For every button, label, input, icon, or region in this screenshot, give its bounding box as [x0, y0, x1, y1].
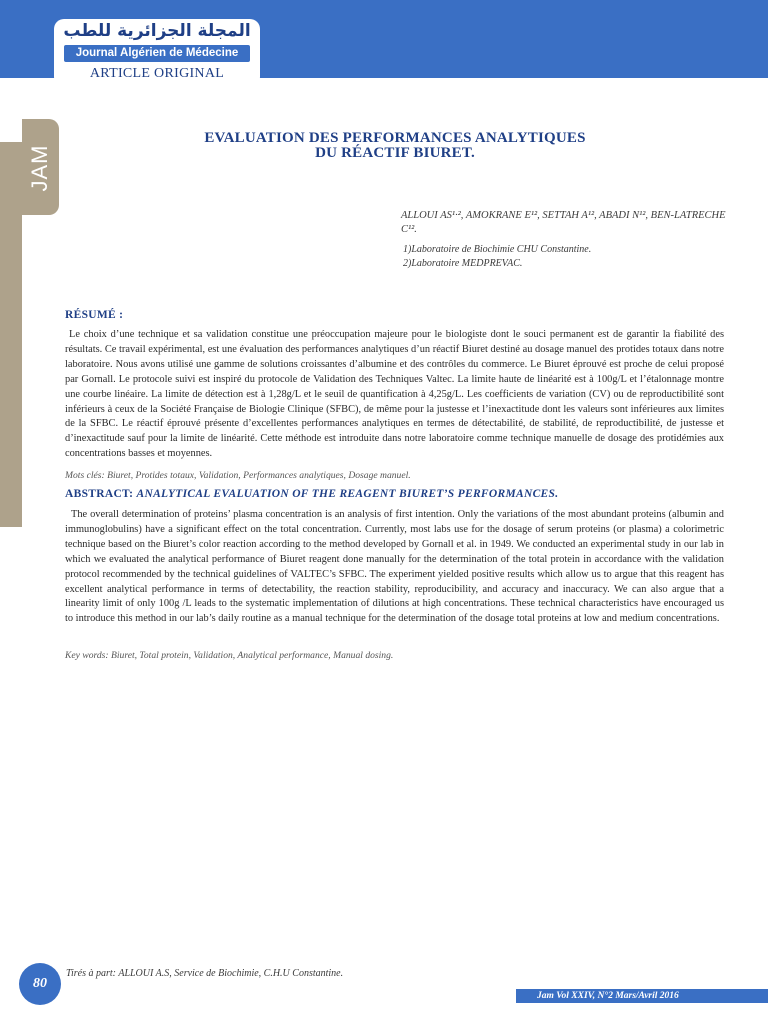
abstract-label: ABSTRACT:: [65, 488, 134, 500]
abstract-heading: [65, 488, 558, 500]
authors: ALLOUI AS¹·², AMOKRANE E¹², SETTAH A¹², ABADI N¹², BEN-LATRECHE C¹².: [401, 210, 726, 235]
resume-text: Le choix d’une technique et sa validation constitue une préoccupation majeure pour le biologiste dont le souci permanent est de garantir la fiabilité des résultats. Ce travail expérimental, est une évaluation des performances analytiques d’un réactif Biuret destiné au dosage manuel des protides totaux dans notre laboratoire. Nous avons utilisé une gamme de solutions croissantes d’albumine et des contrôles du commerce. Le Biuret éprouvé est proche de celui proposé par Gornall. Le protocole suivi est inspiré du protocole de Validation des Techniques Valtec. La limite haute de linéarité est à 100g/L et l’étalonnage montre une courbe linéaire. La limite de détection est à 1,28g/L et le seuil de quantification à 4,25g/L. Les coefficients de variation (CV) ou de reproductibilité sont inférieurs à ceux de la Société Française de Biologie Clinique (SFBC), de même pour la justesse et l’inexactitude dont les valeurs sont inférieures aux limites de la SFBC. Le réactif éprouvé présente d’excellentes performances analytiques en termes de détectabilité, de stabilité, de reproductibilité, de justesse et d’inexactitude sauf pour la limite de linéarité. Cette méthode est introduite dans notre laboratoire comme technique manuelle de dosage des protidémies aux concentrations basses et moyennes.: [65, 329, 724, 460]
abstract-text: The overall determination of proteins’ plasma concentration is an analysis of first intention. Only the variations of the most abundant proteins (albumin and immunoglobulins) have a significant effect on the total concentration. Currently, most labs use for the dosage of serum proteins (or plasma) a colorimetric technique based on the Biuret’s color reaction according to the method developed by Gornall et al. in 1949. We conducted an experimental study in our lab in which we evaluated the analytical performance of Biuret reagent done manually for the determination of the total protein in accordance with the validation protocol recommended by the technical guidelines of VALTEC’s SFBC. The experiment yielded positive results which allow us to argue that this reagent has excellent analytical performance in terms of detectability, the reaction stability, reproducibility, and accuracy and inaccuracy. We can also argue that a linearity limit of only 100g /L leads to the systematic implementation of dilutions at high concentrations. These technical characteristics have encouraged us to introduce this method in our lab’s daily routine as a manual technique for the determination of the dosage total proteins at low and medium concentrations.: [65, 509, 724, 625]
resume-keywords: Mots clés: Biuret, Protides totaux, Validation, Performances analytiques, Dosage manuel.: [65, 470, 411, 481]
side-decoration-bar: [0, 142, 22, 527]
abstract-keywords: Key words: Biuret, Total protein, Validation, Analytical performance, Manual dosing.: [65, 650, 394, 661]
article-title: [150, 131, 640, 161]
page-number-badge: 80: [19, 963, 61, 1005]
affiliation-2: 2)Laboratoire MEDPREVAC.: [403, 258, 523, 269]
article-type-label: ARTICLE ORIGINAL: [89, 66, 225, 81]
title-line-2: DU RÉACTIF BIURET.: [315, 145, 475, 161]
affiliation-1: 1)Laboratoire de Biochimie CHU Constantine.: [403, 244, 592, 255]
journal-logo: [54, 19, 260, 87]
resume-heading: RÉSUMÉ :: [65, 309, 124, 321]
title-line-1: EVALUATION DES PERFORMANCES ANALYTIQUES: [204, 130, 586, 146]
logo-journal-name: Journal Algérien de Médecine: [64, 45, 250, 62]
reprint-note: Tirés à part: ALLOUI A.S, Service de Biochimie, C.H.U Constantine.: [66, 968, 344, 979]
logo-arabic-title: المجلة الجزائرية للطب: [63, 21, 251, 41]
issue-info: Jam Vol XXIV, N°2 Mars/Avril 2016: [537, 991, 679, 1001]
jam-tab-label: JAM: [27, 144, 52, 192]
abstract-title: ANALYTICAL EVALUATION OF THE REAGENT BIURET’S PERFORMANCES.: [136, 488, 559, 500]
